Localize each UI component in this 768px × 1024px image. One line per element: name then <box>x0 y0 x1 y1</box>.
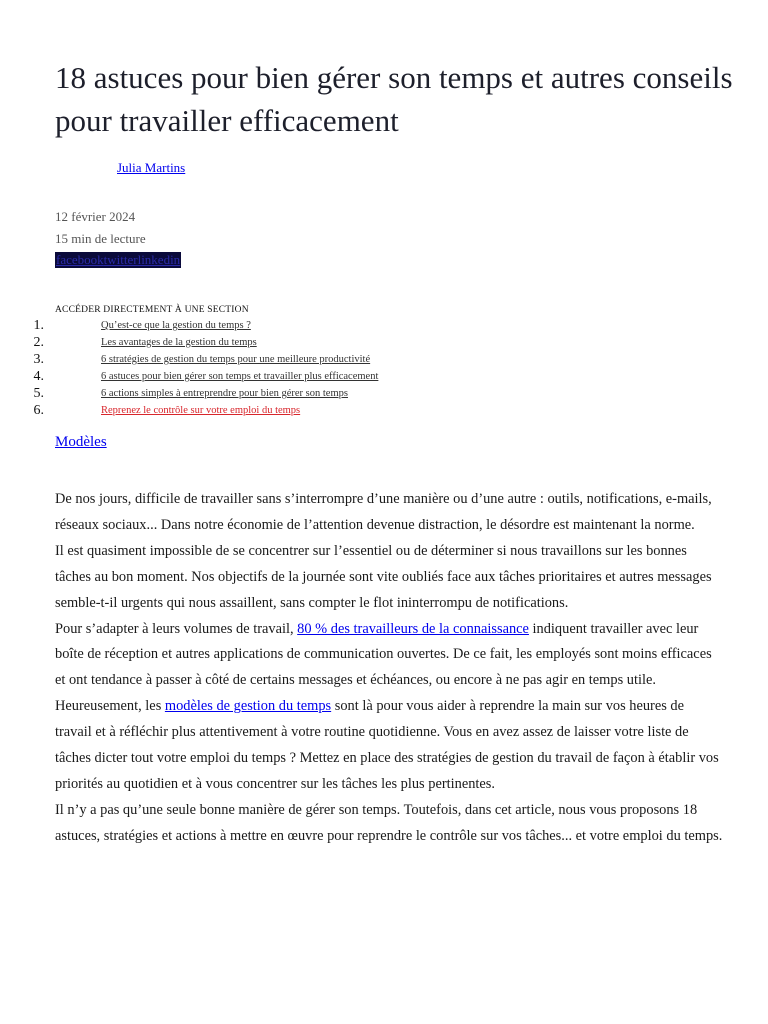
share-links <box>55 252 181 268</box>
toc-link[interactable]: 6 actions simples à entreprendre pour bien gérer son temps <box>101 388 348 399</box>
toc-link-active[interactable]: Reprenez le contrôle sur votre emploi du temps <box>101 405 301 416</box>
facebook-share-link[interactable]: facebook <box>56 252 104 267</box>
article-body <box>55 487 723 850</box>
paragraph: Il n’y a pas qu’une seule bonne manière de gérer son temps. Toutefois, dans cet article, nous vous proposons 18 astuces, stratégies et actions à mettre en œuvre pour reprendre le contrôle sur vos tâches... et votre emploi du temps. <box>55 801 723 844</box>
author-link[interactable]: Julia Martins <box>117 160 186 175</box>
paragraph: Il est quasiment impossible de se concentrer sur l’essentiel ou de déterminer si nous travaillons sur les bonnes tâches au bon moment. Nos objectifs de la journée sont vite oubliés face aux tâches prioritaires et autres messages semble-t-il urgents qui nous assaillent, sans compter le flot ininterrompu de notifications. <box>55 542 712 611</box>
toc-number: 3. <box>33 352 44 367</box>
read-time: 15 min de lecture <box>55 231 146 246</box>
toc-number: 2. <box>33 335 44 350</box>
toc-heading: ACCÉDER DIRECTEMENT À UNE SECTION <box>55 305 249 315</box>
paragraph <box>55 694 723 798</box>
toc-link[interactable]: 6 astuces pour bien gérer son temps et travailler plus efficacement <box>101 371 379 382</box>
toc-number: 1. <box>33 318 44 333</box>
toc-number: 6. <box>33 403 44 418</box>
article-title: 18 astuces pour bien gérer son temps et autres conseils pour travailler efficacement <box>55 60 733 138</box>
publish-date: 12 février 2024 <box>55 209 136 224</box>
toc-number: 5. <box>33 386 44 401</box>
toc-number: 4. <box>33 369 44 384</box>
time-management-templates-link[interactable]: modèles de gestion du temps <box>164 698 332 715</box>
toc-link[interactable]: Les avantages de la gestion du temps <box>101 337 257 348</box>
paragraph-text: indiquent travailler avec leur boîte de réception et autres applications de communication ouvertes. De ce fait, les employés sont moins efficaces et ont tendance à passer à côté de certains messages et échéances, ou encore à ne pas agir en temps utile. <box>55 620 712 689</box>
twitter-share-link[interactable]: twitter <box>103 252 138 267</box>
paragraph-text: Heureusement, les <box>55 698 165 715</box>
paragraph: De nos jours, difficile de travailler sans s’interrompre d’une manière ou d’une autre : outils, notifications, e-mails, réseaux sociaux... Dans notre économie de l’attention devenue distraction, le désordre est maintenant la norme. <box>55 491 712 533</box>
paragraph-text: sont là pour vous aider à reprendre la main sur vos heures de travail et à réfléchir plus attentivement à votre routine quotidienne. Vous en avez assez de laisser votre liste de tâches dicter tout votre emploi du temps ? Mettez en place des stratégies de gestion du travail de façon à établir vos priorités au quotidien et à vous concentrer sur les tâches les plus pertinentes. <box>55 698 719 792</box>
paragraph <box>55 617 723 695</box>
knowledge-workers-link[interactable]: 80 % des travailleurs de la connaissance <box>297 620 529 637</box>
paragraph-text: Pour s’adapter à leurs volumes de travail, <box>55 620 298 637</box>
models-link[interactable]: Modèles <box>55 434 107 450</box>
toc-link[interactable]: 6 stratégies de gestion du temps pour une meilleure productivité <box>101 354 371 365</box>
toc-link[interactable]: Qu’est-ce que la gestion du temps ? <box>101 320 251 331</box>
linkedin-share-link[interactable]: linkedin <box>137 252 181 267</box>
